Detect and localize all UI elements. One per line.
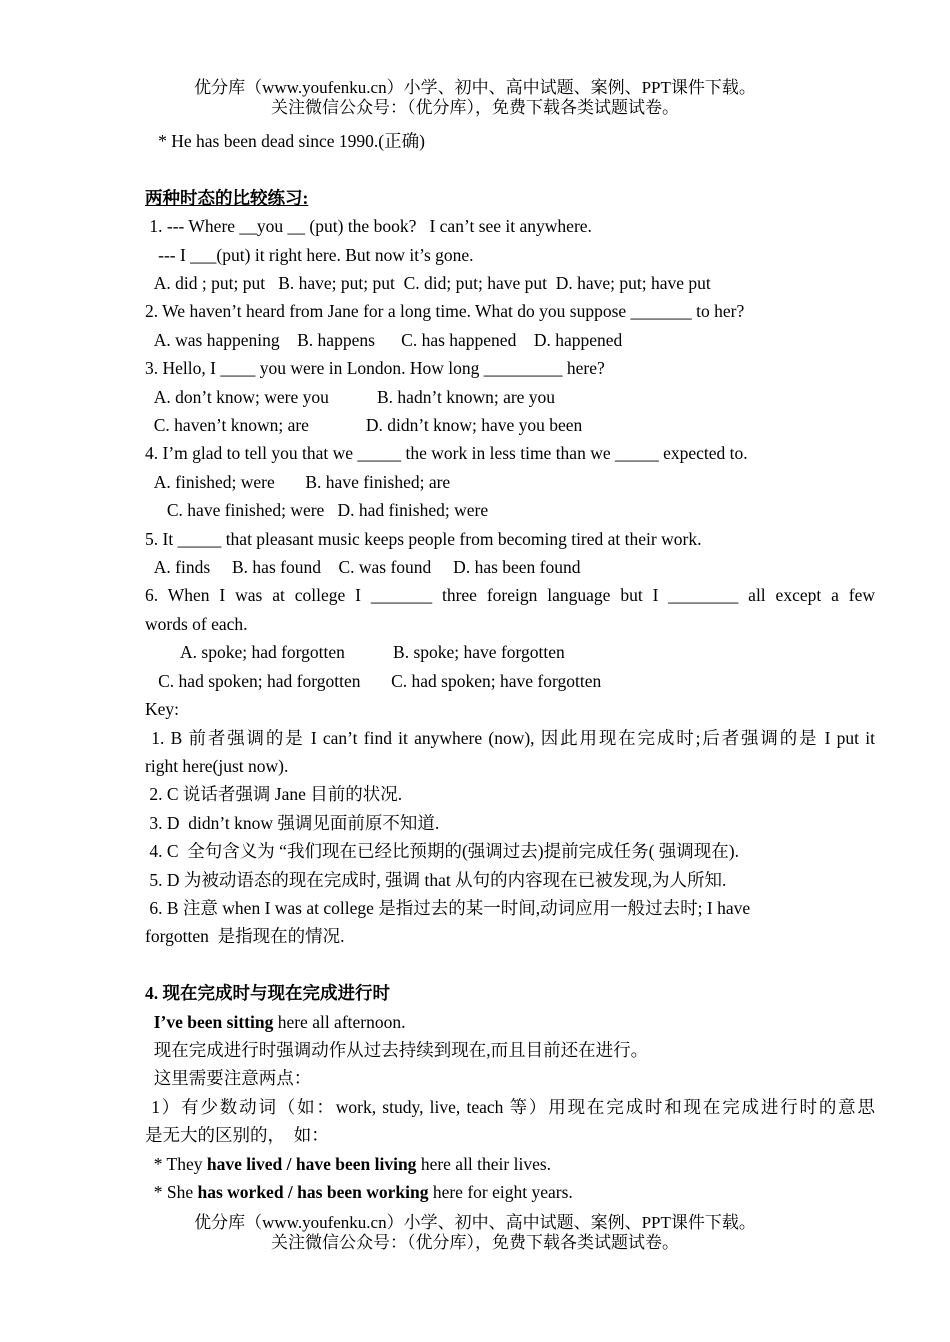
question-6-line-2: words of each. bbox=[145, 613, 248, 634]
example-text: here for eight years. bbox=[428, 1182, 573, 1202]
question-5-options: A. finds B. has found C. was found D. has been found bbox=[145, 557, 581, 578]
section-4-example-2 bbox=[145, 1150, 875, 1178]
spacer bbox=[145, 155, 875, 183]
intro-line: * He has been dead since 1990.(正确) bbox=[145, 131, 425, 151]
question-6-options-2: C. had spoken; had forgotten C. had spoken; have forgotten bbox=[145, 670, 602, 691]
question-1-options: A. did ; put; put B. have; put; put C. did; put; have put D. have; put; have put bbox=[145, 273, 711, 294]
page-header bbox=[0, 78, 950, 118]
key-6-line-1: 6. B 注意 when I was at college 是指过去的某一时间,动词应用一般过去时; I have bbox=[145, 897, 751, 918]
header-line-2: 关注微信公众号：（优分库），免费下载各类试题试卷。 bbox=[271, 98, 679, 117]
example-bold: has worked / has been working bbox=[197, 1182, 429, 1202]
footer-line-2: 关注微信公众号：（优分库），免费下载各类试题试卷。 bbox=[271, 1233, 679, 1252]
section-4-example-1 bbox=[145, 1008, 875, 1036]
question-2: 2. We haven’t heard from Jane for a long time. What do you suppose _______ to her? bbox=[145, 301, 745, 322]
section-4-para-2: 这里需要注意两点： bbox=[145, 1068, 312, 1089]
question-4-options-2: C. have finished; were D. had finished; were bbox=[145, 500, 489, 521]
document-body bbox=[145, 127, 875, 1206]
question-5: 5. It _____ that pleasant music keeps people from becoming tired at their work. bbox=[145, 528, 702, 549]
key-6-line-2: forgotten 是指现在的情况. bbox=[145, 926, 345, 947]
example-prefix: * She bbox=[145, 1182, 198, 1202]
header-line-1: 优分库（www.youfenku.cn）小学、初中、高中试题、案例、PPT课件下载。 bbox=[194, 78, 756, 97]
question-4-options-1: A. finished; were B. have finished; are bbox=[145, 471, 451, 492]
section-title: 两种时态的比较练习: bbox=[145, 187, 309, 208]
section-4-title: 4. 现在完成时与现在完成进行时 bbox=[145, 983, 390, 1004]
question-3: 3. Hello, I ____ you were in London. How long _________ here? bbox=[145, 358, 605, 379]
page-footer bbox=[0, 1213, 950, 1253]
key-2: 2. C 说话者强调 Jane 目前的状况. bbox=[145, 784, 403, 805]
section-4-para-3-line-2: 是无大的区别的， 如： bbox=[145, 1125, 329, 1146]
example-text: here all afternoon. bbox=[273, 1011, 406, 1032]
question-1-line-2: --- I ___(put) it right here. But now it’s gone. bbox=[145, 244, 474, 265]
question-3-options-2: C. haven’t known; are D. didn’t know; have you been bbox=[145, 415, 583, 436]
section-4-para-3-line-1: 1）有少数动词（如：work, study, live, teach 等）用现在完成时和现在完成进行时的意思 bbox=[145, 1096, 876, 1117]
section-4-para-1: 现在完成进行时强调动作从过去持续到现在,而且目前还在进行。 bbox=[145, 1039, 649, 1060]
key-3: 3. D didn’t know 强调见面前原不知道. bbox=[145, 812, 440, 833]
example-prefix: * They bbox=[145, 1153, 207, 1174]
key-1-line-1: 1. B 前者强调的是 I can’t find it anywhere (now), 因此用现在完成时;后者强调的是 I put it bbox=[145, 727, 875, 748]
footer-line-1: 优分库（www.youfenku.cn）小学、初中、高中试题、案例、PPT课件下载。 bbox=[194, 1213, 756, 1232]
example-text: here all their lives. bbox=[416, 1153, 552, 1174]
question-6-options-1: A. spoke; had forgotten B. spoke; have forgotten bbox=[145, 642, 565, 663]
spacer bbox=[145, 951, 875, 979]
key-label: Key: bbox=[145, 699, 180, 720]
question-3-options-1: A. don’t know; were you B. hadn’t known; are you bbox=[145, 386, 556, 407]
question-6-line-1: 6. When I was at college I _______ three foreign language but I ________ all except a few bbox=[145, 585, 875, 606]
key-1-line-2: right here(just now). bbox=[145, 755, 289, 776]
question-2-options: A. was happening B. happens C. has happened D. happened bbox=[145, 329, 623, 350]
question-4: 4. I’m glad to tell you that we _____ the work in less time than we _____ expected to. bbox=[145, 443, 748, 464]
question-1-line-1: 1. --- Where __you __ (put) the book? I can’t see it anywhere. bbox=[145, 216, 592, 237]
key-4: 4. C 全句含义为 “我们现在已经比预期的(强调过去)提前完成任务( 强调现在). bbox=[145, 841, 739, 862]
example-bold: I’ve been sitting bbox=[153, 1011, 274, 1032]
key-5: 5. D 为被动语态的现在完成时, 强调 that 从句的内容现在已被发现,为人所知. bbox=[145, 869, 727, 890]
section-4-example-3 bbox=[145, 1178, 875, 1206]
example-bold: have lived / have been living bbox=[206, 1153, 417, 1174]
